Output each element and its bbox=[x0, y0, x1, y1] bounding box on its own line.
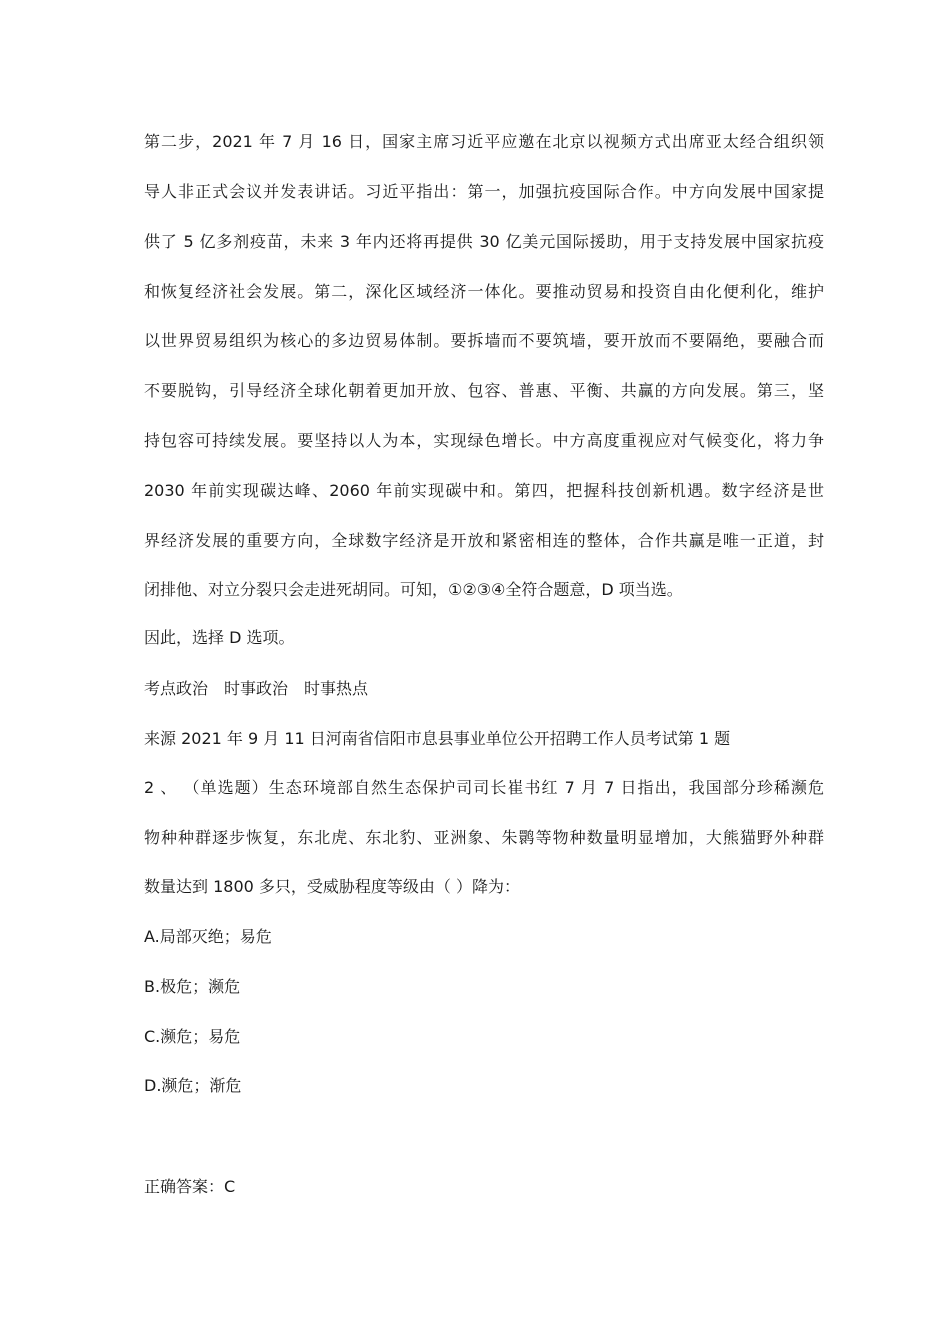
explanation-line: 界经济发展的重要方向，全球数字经济是开放和紧密相连的整体，合作共赢是唯一正道，封 bbox=[144, 531, 824, 550]
question-stem-line: 数量达到 1800 多只，受威胁程度等级由（ ）降为： bbox=[144, 877, 520, 896]
explanation-line: 2030 年前实现碳达峰、2060 年前实现碳中和。第四，把握科技创新机遇。数字经济是世 bbox=[144, 481, 824, 500]
tag-list bbox=[144, 678, 824, 700]
explanation-line: 供了 5 亿多剂疫苗，未来 3 年内还将再提供 30 亿美元国际援助，用于支持发展中国家抗疫 bbox=[144, 232, 824, 251]
question-source: 来源 2021 年 9 月 11 日河南省信阳市息县事业单位公开招聘工作人员考试第 1 题 bbox=[144, 729, 731, 748]
explanation-line: 和恢复经济社会发展。第二，深化区域经济一体化。要推动贸易和投资自由化便利化，维护 bbox=[144, 282, 824, 301]
tag-item: 考点政治 bbox=[144, 679, 209, 698]
question-stem-line: 物种种群逐步恢复，东北虎、东北豹、亚洲象、朱鹮等物种数量明显增加，大熊猫野外种群 bbox=[144, 828, 824, 847]
explanation-line: 以世界贸易组织为核心的多边贸易体制。要拆墙而不要筑墙，要开放而不要隔绝，要融合而 bbox=[144, 331, 824, 350]
explanation-line: 闭排他、对立分裂只会走进死胡同。可知，①②③④全符合题意，D 项当选。 bbox=[144, 580, 683, 599]
option-d: D.濒危；渐危 bbox=[144, 1076, 242, 1095]
tag-item: 时事热点 bbox=[304, 679, 369, 698]
explanation-line: 第二步，2021 年 7 月 16 日，国家主席习近平应邀在北京以视频方式出席亚太经合组织领 bbox=[144, 132, 824, 151]
question-stem-line: 2 、 （单选题）生态环境部自然生态保护司司长崔书红 7 月 7 日指出，我国部分珍稀濒危 bbox=[144, 778, 824, 797]
explanation-line: 不要脱钩，引导经济全球化朝着更加开放、包容、普惠、平衡、共赢的方向发展。第三，坚 bbox=[144, 381, 824, 400]
tag-item: 时事政治 bbox=[224, 679, 289, 698]
correct-answer: 正确答案：C bbox=[144, 1177, 236, 1196]
explanation-line: 导人非正式会议并发表讲话。习近平指出：第一，加强抗疫国际合作。中方向发展中国家提 bbox=[144, 182, 824, 201]
option-c: C.濒危；易危 bbox=[144, 1027, 241, 1046]
option-a: A.局部灭绝；易危 bbox=[144, 927, 272, 946]
option-b: B.极危；濒危 bbox=[144, 977, 241, 996]
explanation-conclusion: 因此，选择 D 选项。 bbox=[144, 628, 295, 647]
explanation-line: 持包容可持续发展。要坚持以人为本，实现绿色增长。中方高度重视应对气候变化，将力争 bbox=[144, 431, 824, 450]
